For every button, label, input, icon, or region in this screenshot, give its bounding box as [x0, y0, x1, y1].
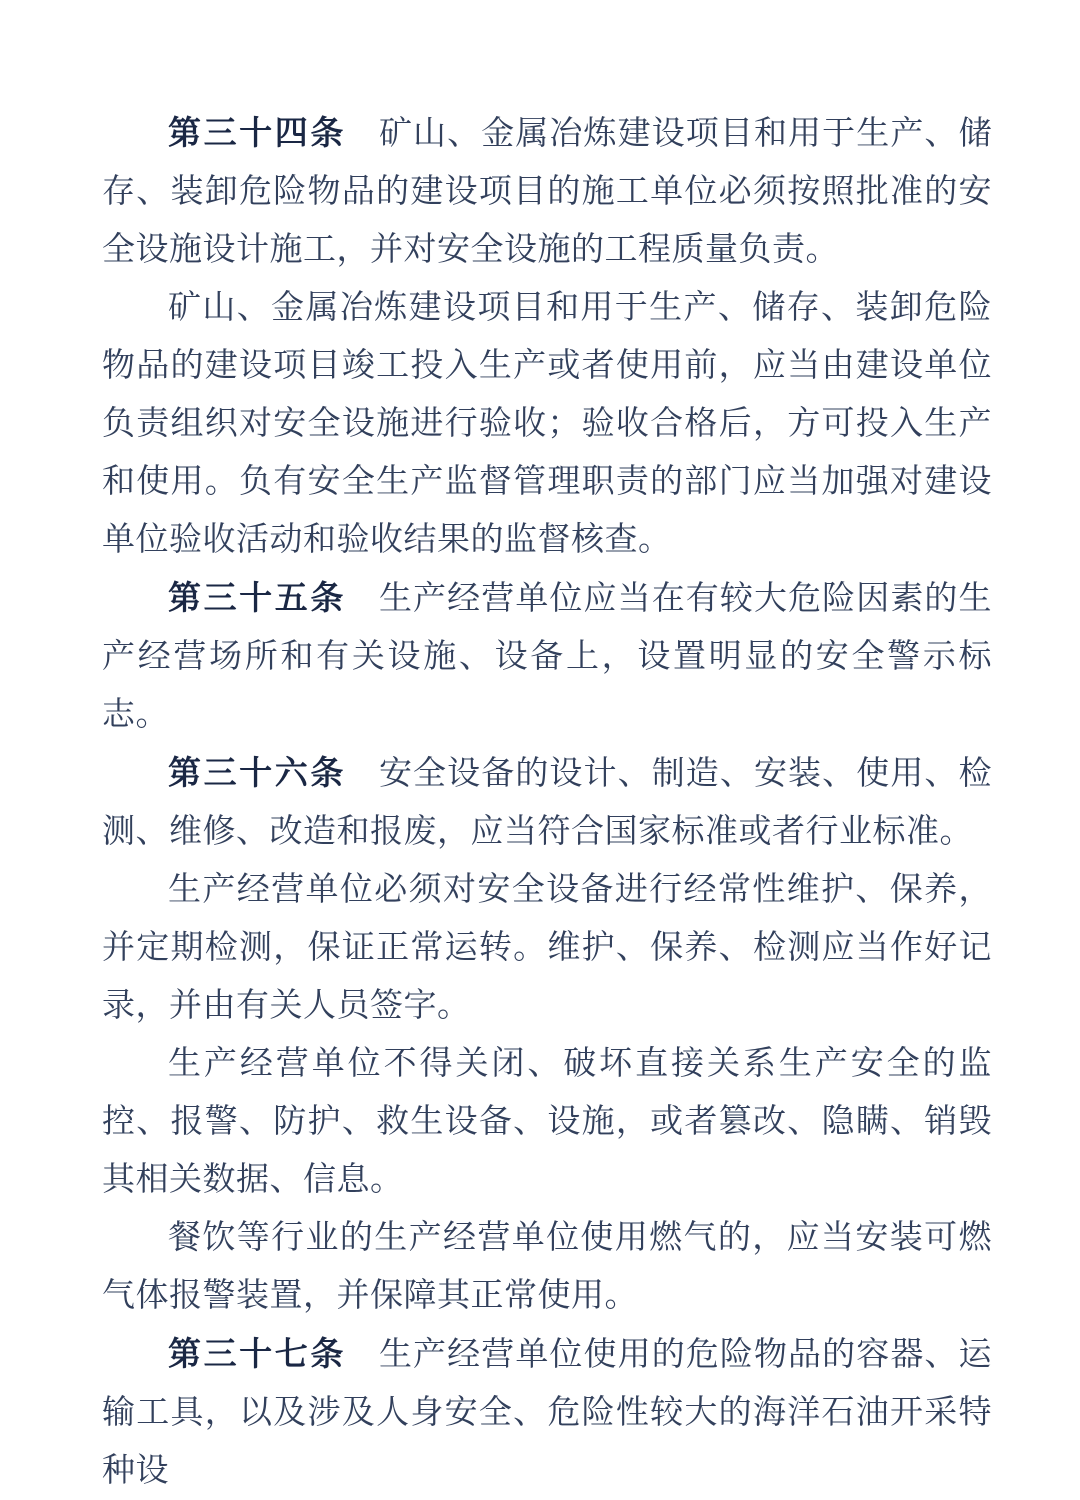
paragraph-text: 矿山、金属冶炼建设项目和用于生产、储存、装卸危险物品的建设项目竣工投入生产或者使用前，应当由建设单位负责组织对安全设施进行验收；验收合格后，方可投入生产和使用。负有安全生产监督管理职责的部门应当加强对建设单位验收活动和验收结果的监督核查。: [102, 290, 992, 558]
paragraph-text: 餐饮等行业的生产经营单位使用燃气的，应当安装可燃气体报警装置，并保障其正常使用。: [102, 1220, 992, 1314]
article-number-36: 第三十六条: [168, 754, 346, 791]
article-number-34: 第三十四条: [168, 114, 346, 151]
paragraph-text: 生产经营单位必须对安全设备进行经常性维护、保养，并定期检测，保证正常运转。维护、保养、检测应当作好记录，并由有关人员签字。: [102, 872, 992, 1024]
paragraph-article-36: [102, 744, 992, 861]
paragraph-article-34: [102, 104, 992, 279]
paragraph: [102, 1035, 992, 1209]
paragraph-text: 生产经营单位不得关闭、破坏直接关系生产安全的监控、报警、防护、救生设备、设施，或者篡改、隐瞒、销毁其相关数据、信息。: [102, 1046, 992, 1198]
paragraph: [102, 279, 992, 569]
paragraph-text: 安全设备的设计、制造、安装、使用、检测、维修、改造和报废，应当符合国家标准或者行业标准。: [102, 756, 993, 850]
article-number-37: 第三十七条: [168, 1335, 346, 1372]
paragraph: [102, 1209, 992, 1325]
paragraph: [102, 861, 992, 1035]
paragraph-text: 矿山、金属冶炼建设项目和用于生产、储存、装卸危险物品的建设项目的施工单位必须按照批准的安全设施设计施工，并对安全设施的工程质量负责。: [102, 116, 993, 268]
paragraph-article-37: [102, 1325, 992, 1500]
paragraph-text: 生产经营单位使用的危险物品的容器、运输工具，以及涉及人身安全、危险性较大的海洋石油开采特种设: [102, 1337, 993, 1489]
article-number-35: 第三十五条: [168, 579, 346, 616]
paragraph-article-35: [102, 569, 992, 744]
paragraph-text: 生产经营单位应当在有较大危险因素的生产经营场所和有关设施、设备上，设置明显的安全警示标志。: [102, 581, 993, 733]
